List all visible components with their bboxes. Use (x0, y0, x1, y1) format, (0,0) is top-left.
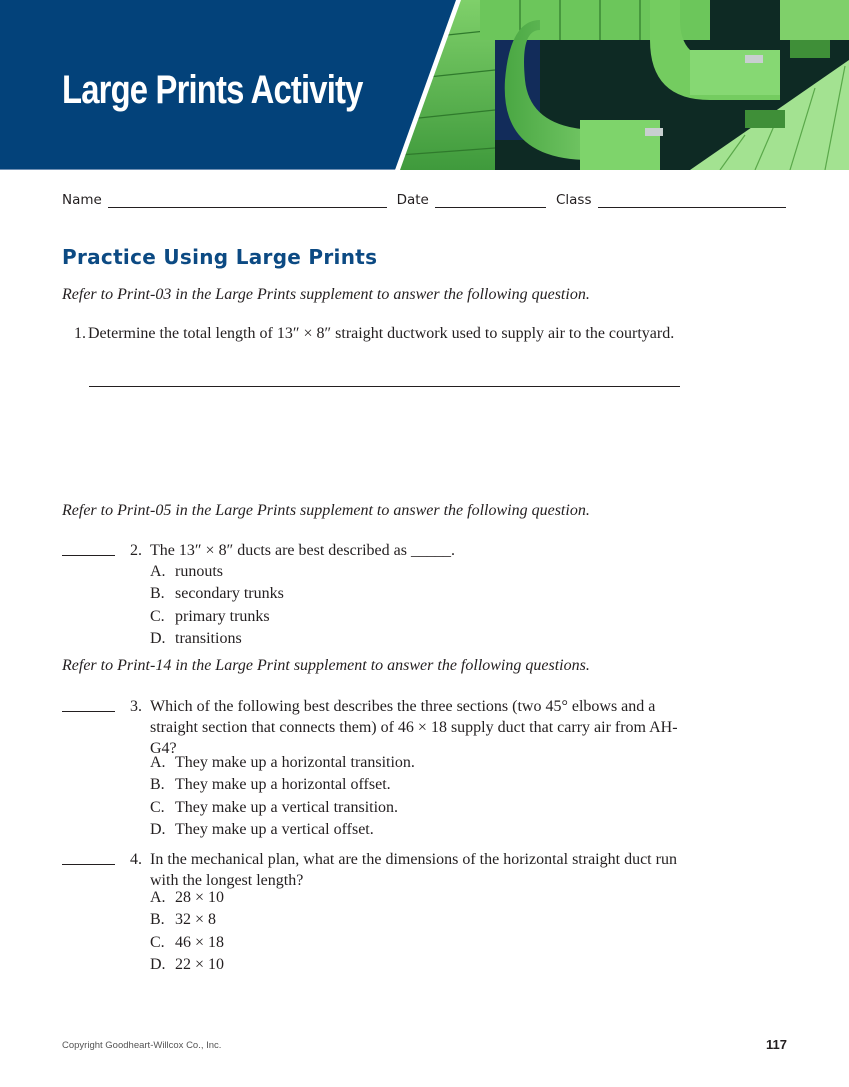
option-text: 28 × 10 (175, 889, 225, 906)
page-number: 117 (766, 1037, 787, 1052)
option-c (150, 797, 415, 819)
option-text: They make up a horizontal transition. (175, 754, 415, 771)
option-text: 32 × 8 (175, 911, 217, 929)
options-list (150, 887, 224, 976)
class-field[interactable] (598, 193, 786, 208)
option-letter: D. (150, 629, 166, 647)
option-a (150, 752, 415, 774)
section-title: Practice Using Large Prints (62, 245, 378, 269)
option-text: They make up a horizontal offset. (175, 776, 391, 794)
option-letter: B. (150, 776, 165, 794)
date-label: Date (396, 192, 429, 208)
option-text: transitions (175, 629, 242, 647)
option-a (150, 887, 224, 909)
answer-blank[interactable] (62, 696, 115, 712)
option-d (150, 954, 224, 976)
option-letter: A. (150, 889, 166, 906)
option-letter: B. (150, 911, 165, 929)
option-b (150, 909, 224, 931)
option-text: secondary trunks (175, 585, 284, 603)
question-stem: In the mechanical plan, what are the dimensions of the horizontal straight duct run with the longest length? (150, 851, 677, 889)
question-number: 2. (130, 542, 142, 559)
options-list (150, 752, 415, 841)
date-field[interactable] (435, 193, 546, 208)
question-stem: Which of the following best describes the three sections (two 45° elbows and a straight section that connects them) of 46 × 18 supply duct that carry air from AH-G4? (150, 698, 678, 757)
option-letter: A. (150, 563, 166, 580)
option-text: 46 × 18 (175, 933, 225, 951)
page-title: Large Prints Activity (62, 68, 363, 112)
instruction-print-14: Refer to Print-14 in the Large Print supplement to answer the following questions. (62, 657, 590, 674)
option-letter: C. (150, 607, 165, 625)
option-letter: D. (150, 955, 166, 973)
options-list (150, 561, 284, 650)
option-letter: C. (150, 933, 165, 951)
question-number: 4. (130, 851, 142, 868)
option-letter: D. (150, 820, 166, 838)
option-letter: A. (150, 754, 166, 771)
answer-blank[interactable] (62, 849, 115, 865)
option-text: They make up a vertical transition. (175, 798, 399, 816)
question-text: Determine the total length of 13″ × 8″ straight ductwork used to supply air to the courtyard. (88, 325, 675, 342)
question-stem: The 13″ × 8″ ducts are best described as _____. (150, 542, 455, 559)
option-c (150, 606, 284, 628)
option-text: runouts (175, 563, 223, 580)
class-label: Class (555, 192, 592, 208)
option-d (150, 628, 284, 650)
question-1-answer-line[interactable] (89, 386, 680, 387)
instruction-print-05: Refer to Print-05 in the Large Prints supplement to answer the following question. (62, 502, 590, 519)
option-text: primary trunks (175, 607, 270, 625)
name-field[interactable] (108, 193, 387, 208)
question-number: 1. (74, 325, 86, 342)
option-letter: C. (150, 798, 165, 816)
answer-blank[interactable] (62, 540, 115, 556)
option-d (150, 819, 415, 841)
question-number: 3. (130, 698, 142, 715)
option-letter: B. (150, 585, 165, 603)
instruction-print-03: Refer to Print-03 in the Large Prints supplement to answer the following question. (62, 286, 590, 303)
page-header (0, 0, 849, 170)
option-c (150, 932, 224, 954)
copyright-notice: Copyright Goodheart-Willcox Co., Inc. (62, 1040, 222, 1051)
option-text: 22 × 10 (175, 955, 225, 973)
option-b (150, 774, 415, 796)
option-b (150, 583, 284, 605)
option-a (150, 561, 284, 583)
option-text: They make up a vertical offset. (175, 820, 374, 838)
name-label: Name (62, 192, 102, 208)
student-info-bar (62, 192, 786, 208)
